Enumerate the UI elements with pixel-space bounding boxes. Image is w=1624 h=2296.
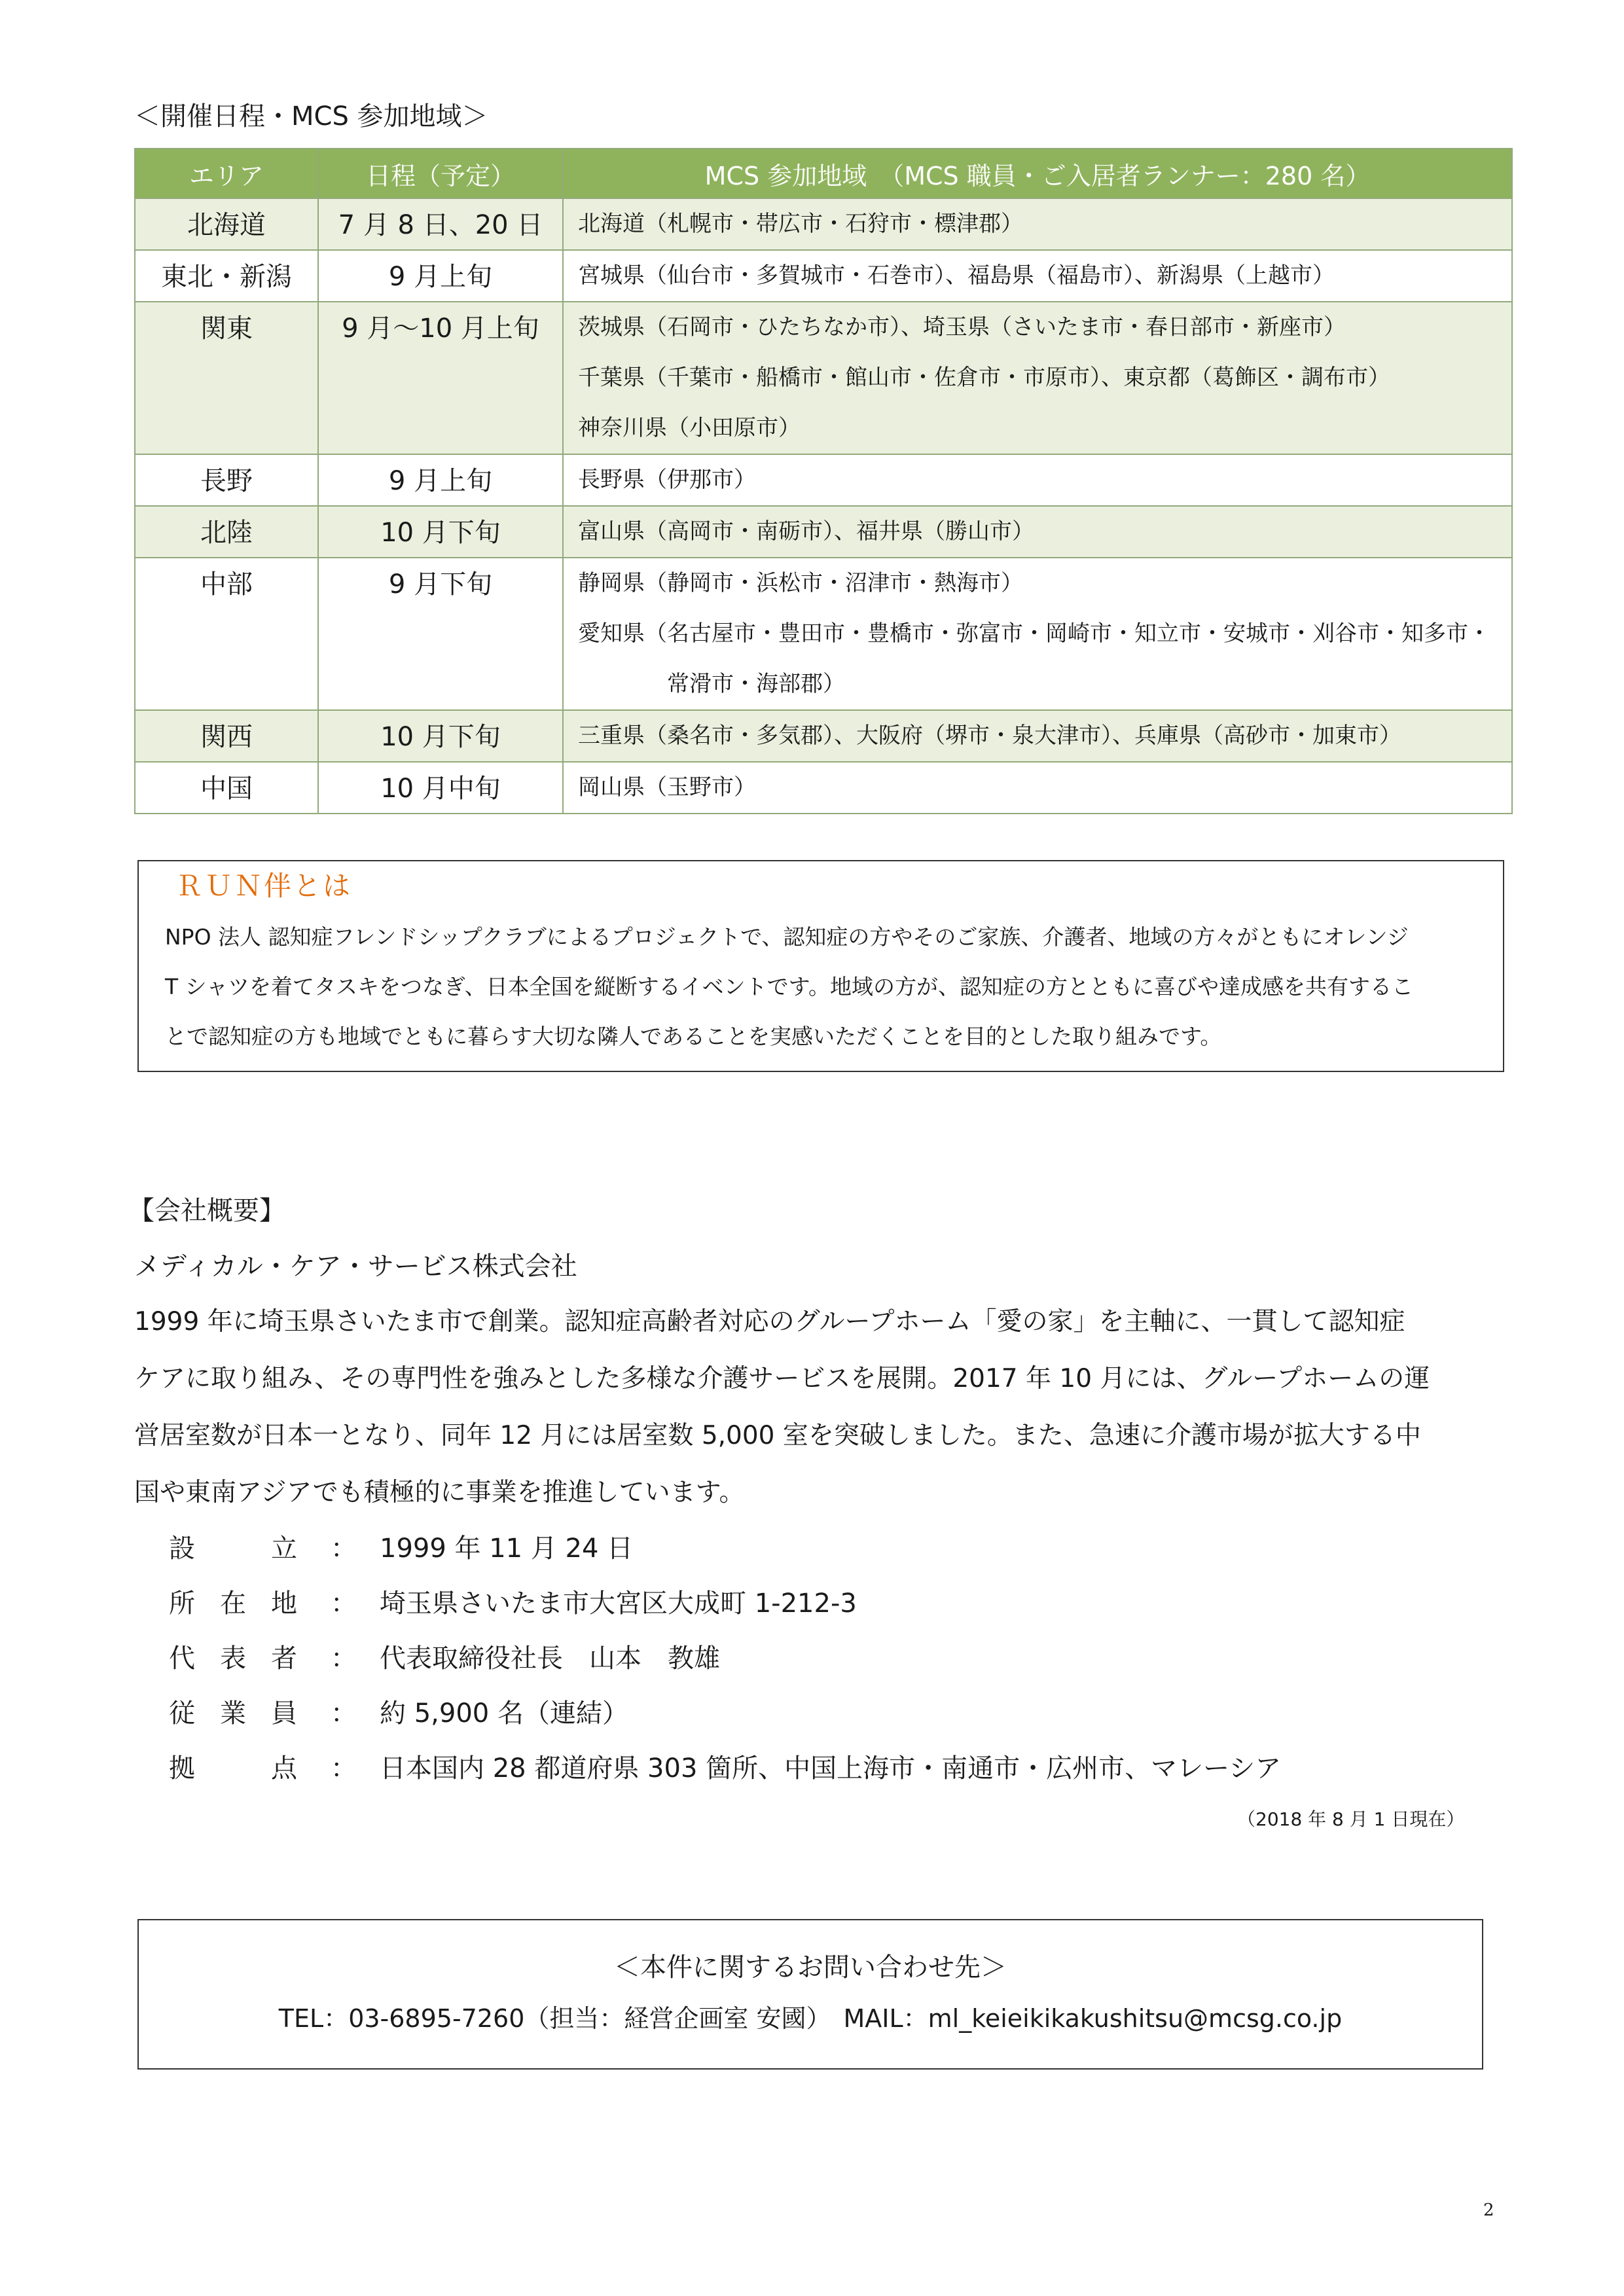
company-description-line: 国や東南アジアでも積極的に事業を推進しています。 <box>134 1478 745 1507</box>
employees-value: 約 5,900 名（連結） <box>380 1698 628 1729</box>
table-row <box>135 762 1512 814</box>
label-char: 業 <box>220 1698 246 1729</box>
label-char: 所 <box>169 1588 195 1619</box>
label-char: 設 <box>169 1534 195 1564</box>
label-char: 者 <box>271 1643 297 1674</box>
company-description-line: 1999 年に埼玉県さいたま市で創業。認知症高齢者対応のグループホーム「愛の家」を主軸に、一貫して認知症 <box>134 1307 1405 1336</box>
table-header-row <box>135 149 1512 198</box>
founded-value: 1999 年 11 月 24 日 <box>380 1534 634 1564</box>
label-char: 点 <box>271 1753 297 1784</box>
date-cell: 10 月下旬 <box>318 710 563 762</box>
date-cell: 9 月上旬 <box>318 250 563 302</box>
label-char: 地 <box>271 1588 297 1619</box>
date-cell: 10 月中旬 <box>318 762 563 814</box>
regions-cell <box>563 302 1512 454</box>
contact-box <box>137 1919 1483 2070</box>
header-regions: MCS 参加地域 （MCS 職員・ご入居者ランナー：280 名） <box>563 149 1512 198</box>
header-area: エリア <box>135 149 318 198</box>
regions-cell <box>563 710 1512 762</box>
as-of-date: （2018 年 8 月 1 日現在） <box>1237 1808 1465 1830</box>
table-row <box>135 302 1512 454</box>
company-description-line: 営居室数が日本一となり、同年 12 月には居室数 5,000 室を突破しました。また、急速に介護市場が拡大する中 <box>134 1421 1421 1450</box>
date-cell: 9 月～10 月上旬 <box>318 302 563 454</box>
run-info-line: とで認知症の方も地域でともに暮らす大切な隣人であることを実感いただくことを目的とした取り組みです。 <box>165 1024 1222 1049</box>
table-row <box>135 558 1512 710</box>
info-colon: ： <box>331 1753 357 1784</box>
area-cell: 北陸 <box>135 506 318 558</box>
table-row <box>135 710 1512 762</box>
area-cell: 長野 <box>135 454 318 506</box>
region-line: 茨城県（石岡市・ひたちなか市）、埼玉県（さいたま市・春日部市・新座市） <box>578 314 1346 340</box>
contact-line: TEL：03-6895-7260（担当：経営企画室 安國） MAIL：ml_keieikikakushitsu@mcsg.co.jp <box>278 2004 1343 2033</box>
region-line: 千葉県（千葉市・船橋市・館山市・佐倉市・市原市）、東京都（葛飾区・調布市） <box>578 365 1390 391</box>
area-cell: 東北・新潟 <box>135 250 318 302</box>
table-row <box>135 198 1512 250</box>
founded-label <box>169 1529 297 1568</box>
label-char: 在 <box>220 1588 246 1619</box>
bases-label <box>169 1749 297 1788</box>
area-cell: 関西 <box>135 710 318 762</box>
address-value: 埼玉県さいたま市大宮区大成町 1-212-3 <box>380 1588 857 1619</box>
region-line: 北海道（札幌市・帯広市・石狩市・標津郡） <box>578 211 1023 237</box>
company-heading: 【会社概要】 <box>128 1196 285 1226</box>
info-colon: ： <box>331 1588 357 1619</box>
regions-cell <box>563 506 1512 558</box>
run-info-title: ＲＵＮ伴とは <box>175 870 353 902</box>
regions-cell <box>563 762 1512 814</box>
label-char: 従 <box>169 1698 195 1729</box>
representative-label <box>169 1639 297 1678</box>
date-cell: 9 月下旬 <box>318 558 563 710</box>
schedule-heading: ＜開催日程・MCS 参加地域＞ <box>134 101 488 132</box>
regions-cell <box>563 250 1512 302</box>
area-cell: 関東 <box>135 302 318 454</box>
bases-value: 日本国内 28 都道府県 303 箇所、中国上海市・南通市・広州市、マレーシア <box>380 1753 1282 1784</box>
info-colon: ： <box>331 1643 357 1674</box>
run-info-line: T シャツを着てタスキをつなぎ、日本全国を縦断するイベントです。地域の方が、認知症の方とともに喜びや達成感を共有するこ <box>165 974 1414 999</box>
region-line: 愛知県（名古屋市・豊田市・豊橋市・弥富市・岡崎市・知立市・安城市・刈谷市・知多市・ <box>578 620 1490 647</box>
table-row <box>135 506 1512 558</box>
region-line: 常滑市・海部郡） <box>667 671 845 697</box>
regions-cell <box>563 558 1512 710</box>
region-line: 岡山県（玉野市） <box>578 774 756 800</box>
area-cell: 中国 <box>135 762 318 814</box>
info-colon: ： <box>331 1534 357 1564</box>
label-char: 表 <box>220 1643 246 1674</box>
region-line: 長野県（伊那市） <box>578 467 756 493</box>
table-row <box>135 454 1512 506</box>
regions-cell <box>563 454 1512 506</box>
info-colon: ： <box>331 1698 357 1729</box>
date-cell: 7 月 8 日、20 日 <box>318 198 563 250</box>
run-info-line: NPO 法人 認知症フレンドシップクラブによるプロジェクトで、認知症の方やそのご家族、介護者、地域の方々がともにオレンジ <box>165 924 1409 950</box>
label-char: 員 <box>271 1698 297 1729</box>
employees-label <box>169 1694 297 1733</box>
representative-value: 代表取締役社長 山本 教雄 <box>380 1643 720 1674</box>
label-char: 立 <box>271 1534 297 1564</box>
region-line: 三重県（桑名市・多気郡）、大阪府（堺市・泉大津市）、兵庫県（高砂市・加東市） <box>578 723 1401 749</box>
date-cell: 10 月下旬 <box>318 506 563 558</box>
region-line: 宮城県（仙台市・多賀城市・石巻市）、福島県（福島市）、新潟県（上越市） <box>578 262 1335 289</box>
contact-title: ＜本件に関するお問い合わせ先＞ <box>614 1952 1007 1982</box>
schedule-table <box>134 148 1513 814</box>
address-label <box>169 1584 297 1623</box>
regions-cell <box>563 198 1512 250</box>
region-line: 神奈川県（小田原市） <box>578 415 801 441</box>
area-cell: 北海道 <box>135 198 318 250</box>
region-line: 富山県（高岡市・南砺市）、福井県（勝山市） <box>578 518 1034 545</box>
header-date: 日程（予定） <box>318 149 563 198</box>
run-info-box <box>137 860 1504 1072</box>
table-row <box>135 250 1512 302</box>
label-char: 拠 <box>169 1753 195 1784</box>
region-line: 静岡県（静岡市・浜松市・沼津市・熱海市） <box>578 570 1023 596</box>
company-name: メディカル・ケア・サービス株式会社 <box>134 1251 577 1282</box>
label-char: 代 <box>169 1643 195 1674</box>
company-description-line: ケアに取り組み、その専門性を強みとした多様な介護サービスを展開。2017 年 10 月には、グループホームの運 <box>134 1364 1430 1393</box>
page-number: 2 <box>1483 2200 1494 2220</box>
date-cell: 9 月上旬 <box>318 454 563 506</box>
area-cell: 中部 <box>135 558 318 710</box>
